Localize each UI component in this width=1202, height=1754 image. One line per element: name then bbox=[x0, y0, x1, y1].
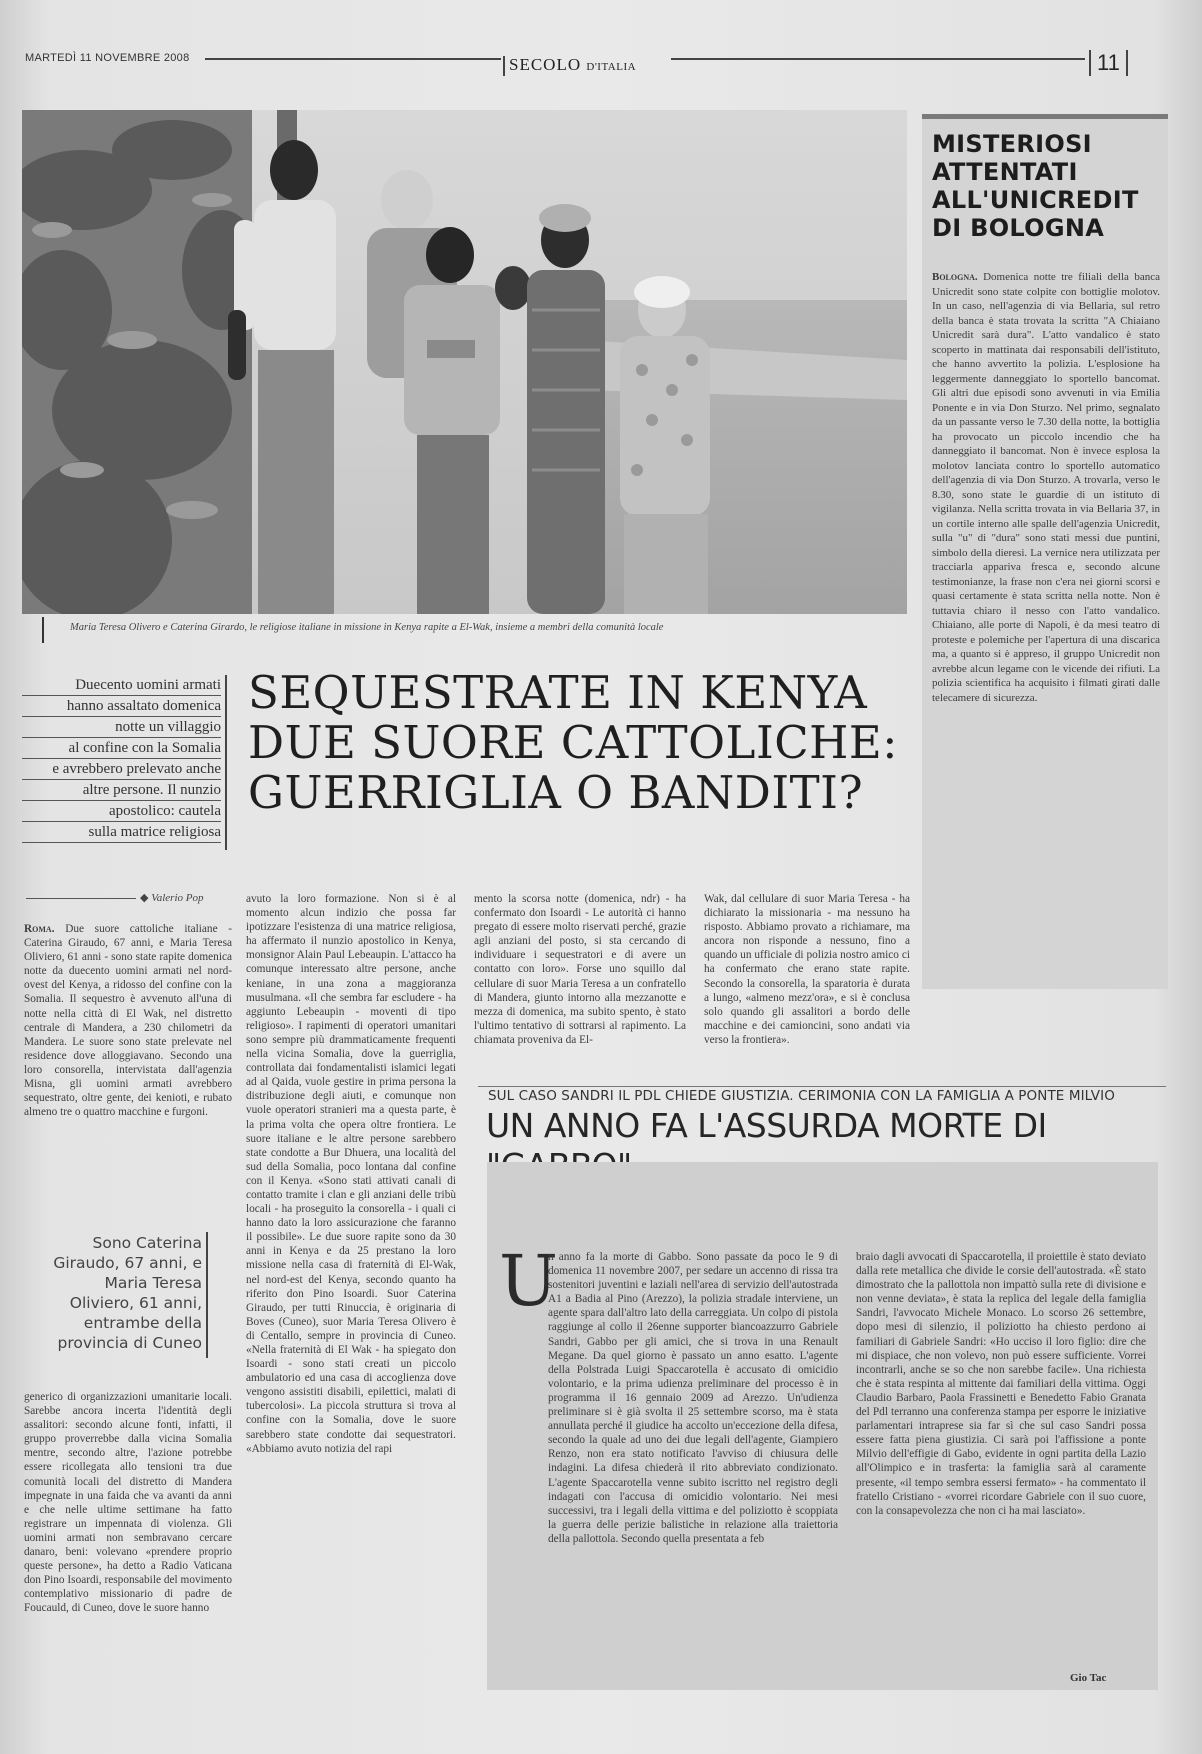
headline-line: GUERRIGLIA O BANDITI? bbox=[248, 766, 864, 819]
issue-date: MARTEDÌ 11 NOVEMBRE 2008 bbox=[25, 52, 190, 64]
deck-line: hanno assaltato domenica bbox=[22, 696, 221, 717]
photo-caption: Maria Teresa Olivero e Caterina Girardo, le religiose italiane in missione in Kenya rapite a El-Wak, insieme a membri della comunità locale bbox=[70, 622, 664, 633]
deck-line: sulla matrice religiosa bbox=[22, 822, 221, 843]
deck-line: apostolico: cautela bbox=[22, 801, 221, 822]
newspaper-name-suffix: D'ITALIA bbox=[586, 61, 637, 73]
deck-line: e avrebbero prelevato anche bbox=[22, 759, 221, 780]
pull-quote: Sono Caterina Giraudo, 67 anni, e Maria Teresa Oliviero, 61 anni, entrambe della provincia di Cuneo bbox=[53, 1234, 202, 1352]
caption-rule bbox=[42, 617, 44, 643]
page-number: 11 bbox=[1089, 50, 1128, 76]
sidebar-text: Domenica notte tre filiali della banca Unicredit sono state colpite con bottiglie molotov. In un caso, nell'agenzia di via Bellaria, sul retro della banca è stata trovata la scritta "A Chiaiano Unicredit sarà dura". L'atto vandalico è stato scoperto in mattinata dai responsabili dell'istituto, che hanno avvertito la polizia. L'esplosione ha leggermente danneggiato lo sportello bancomat. Gli altri due episodi sono avvenuti in via Emilia Ponente e in via Don Sturzo. Nel primo, segnalato da un passante verso le 7.30 della notte, la bottiglia ha provocato un piccolo incendio che ha danneggiato il bancomat. Non è invece esplosa la molotov lanciata contro lo sportello automatico dell'agenzia di via Don Sturzo. A trovarla, verso le 8.30, sono state le guardie di un istituto di vigilanza. Nella scritta trovata in via Bellaria 37, in un cortile interno alle spalle dell'agenzia Unicredit, sulla "u" di "dura" sono stati messi due puntini, simbolo della dieresi. La vernice nera utilizzata per tracciarla appariva fresca e, secondo alcune testimonianze, la frase non c'era nei giorni scorsi e quasi certamente è stata scritta nella notte. Non è tuttavia chiaro il nesso con l'atto vandalico. Chiaiano, alle porte di Napoli, è da mesi teatro di proteste e polemiche per l'apertura di una discarica ma, a quanto si è appreso, il gruppo Unicredit non avrebbe alcun legame con le vicende dei rifiuti. La polizia scientifica ha acquisito i filmati girati dalle telecamere di sicurezza. bbox=[932, 271, 1160, 704]
drop-cap: U bbox=[499, 1240, 558, 1322]
gabbo-text: n anno fa la morte di Gabbo. Sono passate da poco le 9 di domenica 11 novembre 2007, per sedare un accenno di rissa tra sostenitori juventini e laziali nell'area di servizio dell'autostrada A1 a Badia al Pino (Arezzo), la polizia stradale interviene, un agente spara dall'altro lato della carreggiata. Un colpo di pistola raggiunge al collo il 26enne supporter biancoazzurro Gabriele Sandri, Gabbo per gli amici, che si trova in una Renault Megane. Da quel giorno è passato un anno esatto. L'agente della Polstrada Luigi Spaccarotella è accusato di omicidio volontario, e la prima udienza preliminare del processo è in programma il 16 gennaio 2009 ad Arezzo. Un'udienza preliminare si è già svolta il 25 settembre scorso, ma è stata annullata perché il giudice ha accolto un'eccezione della difesa, secondo la quale ad uno dei due legali dell'agente, Giampiero Renzo, non era stato notificato l'avviso di chiusura delle indagini. La difesa chiederà il rito abbreviato condizionato. L'agente Spaccarotella venne subito iscritto nel registro degli indagati con l'accusa di omicidio volontario. Nei mesi successivi, tra i legali della vittima e del poliziotto è scoppiata la guerra delle perizie balistiche in relazione alla traiettoria della pallottola. Secondo quella presentata a feb bbox=[548, 1251, 838, 1545]
article-text: Wak, dal cellulare di suor Maria Teresa - ha dichiarato la missionaria - ma nessuno ha risposto. Abbiamo provato a richiamare, ma ancora non risponde a nessuno, fino a quando un ufficiale di polizia nostro amico ci ha confermato che erano state rapite. Secondo la consorella, la sparatoria è durata a lungo, «almeno mezz'ora», e si è conclusa solo quando gli assalitori a bordo delle macchine e dei camioncini, sono andati via verso la frontiera». bbox=[704, 893, 910, 1046]
newspaper-name bbox=[503, 56, 636, 76]
masthead bbox=[25, 48, 1130, 78]
article-column-3 bbox=[474, 892, 686, 1078]
byline-rule bbox=[26, 898, 136, 899]
sidebar-rule bbox=[922, 114, 1168, 119]
article-deck bbox=[22, 675, 227, 850]
gabbo-column-1 bbox=[548, 1250, 838, 1670]
deck-line: notte un villaggio bbox=[22, 717, 221, 738]
pull-quote-rule bbox=[206, 1232, 208, 1358]
sidebar-dateline: Bologna. bbox=[932, 271, 978, 283]
article-column-1b bbox=[24, 1390, 232, 1712]
gabbo-rule bbox=[478, 1086, 1166, 1087]
article-column-1 bbox=[24, 922, 232, 1224]
group-photo-illustration bbox=[22, 110, 907, 614]
article-column-2 bbox=[246, 892, 456, 1712]
newspaper-name-main: SECOLO bbox=[509, 55, 582, 74]
byline-author: Valerio Pop bbox=[151, 892, 204, 904]
main-photo bbox=[22, 110, 907, 614]
byline: ◆ Valerio Pop bbox=[26, 891, 226, 904]
sidebar-body bbox=[932, 270, 1160, 705]
gabbo-headline: UN ANNO FA L'ASSURDA MORTE DI bbox=[486, 1106, 1047, 1145]
gabbo-column-2 bbox=[856, 1250, 1146, 1670]
sidebar-box bbox=[922, 114, 1168, 989]
masthead-rule bbox=[205, 58, 501, 60]
headline-line: SEQUESTRATE IN KENYA bbox=[248, 666, 868, 719]
article-text: mento la scorsa notte (domenica, ndr) - ha confermato don Isoardi - Le autorità ci hanno pregato di essere molto riservati perché, grazie agli anziani del posto, si sta cercando di individuare i sequestratori e di avere un contatto con loro». Forse uno squillo dal cellulare di suor Maria Teresa a un confratello di Mandera, giunto intorno alla mezzanotte e mezza di domenica, ma subito spento, è stato l'ultimo tentativo di sottrarsi al rapimento. La chiamata proveniva da El- bbox=[474, 893, 686, 1046]
sidebar-title: MISTERIOSI ATTENTATI ALL'UNICREDIT DI BOLOGNA bbox=[932, 130, 1139, 242]
article-text: generico di organizzazioni umanitarie locali. Sarebbe ancora incerta l'identità degli assalitori: secondo alcune fonti, infatti, il gruppo proverrebbe dalla vicina Somalia mentre, secondo altre, l'azione potrebbe essere ricollegata allo tensioni tra due comunità locali del distretto di Mandera impegnate in una faida che va avanti da anni e che nelle ultime settimane ha fatto registrare un impennata di violenza. Gli uomini armati non sembravano cercare danaro, beni: volevano «prendere proprio queste persone», ha detto a Radio Vaticana don Pino Isoardi, responsabile del movimento contemplativo missionario di padre de Foucauld, di Cuneo, dove le suore hanno bbox=[24, 1391, 232, 1615]
article-text: Due suore cattoliche italiane - Caterina Giraudo, 67 anni, e Maria Teresa Oliviero, 61 anni - sono state rapite domenica notte da duecento uomini armati nel nord-ovest del Kenya, a ridosso del confine con la Somalia. Il sequestro è avvenuto all'una di notte nella città di El Wak, nel distretto centrale di Mandera, a 230 chilometri da Mandera. Le suore sono state prelevate nel residence dove alloggiavano. Secondo una loro consorella, intervistata dall'agenzia Misna, gli uomini armati avrebbero sequestrato, oltre gente, dei kenioti, e rubato almeno tre o quattro macchine e furgoni. bbox=[24, 923, 232, 1119]
gabbo-kicker: SUL CASO SANDRI IL PDL CHIEDE GIUSTIZIA. CERIMONIA CON LA FAMIGLIA A PONTE MILVIO bbox=[488, 1088, 1115, 1104]
headline-line: DUE SUORE CATTOLICHE: bbox=[248, 716, 898, 769]
article-headline bbox=[248, 668, 908, 818]
deck-line: Duecento uomini armati bbox=[22, 675, 221, 696]
deck-line: altre persone. Il nunzio bbox=[22, 780, 221, 801]
gabbo-text: braio dagli avvocati di Spaccarotella, il proiettile è stato deviato dalla rete metallica che divide le corsie dell'autostrada. «È stato dimostrato che la pallottola non impattò sulla rete di divisione e non venne deviata», è stata la replica del legale della famiglia Sandri, l'avvocato Michele Monaco. Lo scorso 26 settembre, dopo mesi di silenzio, il poliziotto ha chiesto perdono ai familiari di Gabriele Sandri: «Ho ucciso il loro figlio: dire che mi dispiace, che non volevo, non può essere sufficiente. Vorrei incontrarli, anche se so che non sarebbe facile». Una richiesta che è stata respinta al mittente dai familiari della vittima. Oggi Claudio Barbaro, Paola Frassinetti e Benedetto Fabio Granata del Pdl terranno una conferenza stampa per esporre le iniziative parlamentari intraprese sia far sì che sul caso Sandri possa essere fatta piena giustizia. Ci sarà poi l'affissione a ponte Milvio dell'effigie di Gabo, evidente in ogni partita della Lazio all'Olimpico e in trasferta: la famiglia sarà al caramente presente, «il tempo sembra essersi fermato» - ha commentato il fratello Cristiano - «vorrei ricordare Gabriele con il suo cuore, con la consapevolezza che non ci ha mai lasciato». bbox=[856, 1251, 1146, 1517]
article-dateline: Roma. bbox=[24, 923, 55, 935]
masthead-rule bbox=[671, 58, 1085, 60]
gabbo-signature: Gio Tac bbox=[1070, 1672, 1107, 1684]
article-text: avuto la loro formazione. Non si è al momento alcun indizio che possa far ipotizzare l'esistenza di una matrice religiosa, ha affermato il nunzio apostolico in Kenya, monsignor Alain Paul Lebeaupin. L'attacco ha comunque interessato altre persone, anche keniane, in una zona a maggioranza musulmana. «Il che sembra far escludere - ha aggiunto Lebeaupin - moventi di tipo religioso». I rapimenti di operatori umanitari sono sempre più drammaticamente frequenti nella vicina Somalia, dove la guerriglia, controllata dai fondamentalisti islamici legati ad al Qaida, vuole gestire in prima persona la distribuzione degli aiuti, e comunque non vuole operatori stranieri ma a questa parte, è la prima volta che opera oltre frontiera. Le suore italiane e le altre persone sarebbero state condotte a Bur Dhuera, una località del sud della Somalia, poco lontana dal confine con il Kenya. «Sono stati attivati canali di contatto tramite i clan e gli anziani delle tribù locali - ha proseguito la consorella - i quali ci hanno dato la loro assicurazione che faranno il possibile». Le due suore rapite sono da 30 anni in Kenya e da 25 prestano la loro missione nella casa di fraternità di El-Wak, nel nord-est del Kenya, secondo quanto ha riferito don Pino Isoardi. Suor Caterina Giraudo, per tutti Rinuccia, è originaria di Boves (Cuneo), suor Maria Teresa Olivero è di Centallo, sempre in provincia di Cuneo. «Nella fraternità di El Wak - ha spiegato don Isoardi - sono stati creati un piccolo ambulatorio ed una casa di accoglienza dove vengono assistiti disabili, epilettici, malati di tubercolosi». La piccola struttura si trova al confine con la Somalia, dove le suore sarebbero state condotte dai sequestratori. «Abbiamo avuto notizia del rapi bbox=[246, 893, 456, 1455]
article-column-4 bbox=[704, 892, 910, 1078]
deck-line: al confine con la Somalia bbox=[22, 738, 221, 759]
